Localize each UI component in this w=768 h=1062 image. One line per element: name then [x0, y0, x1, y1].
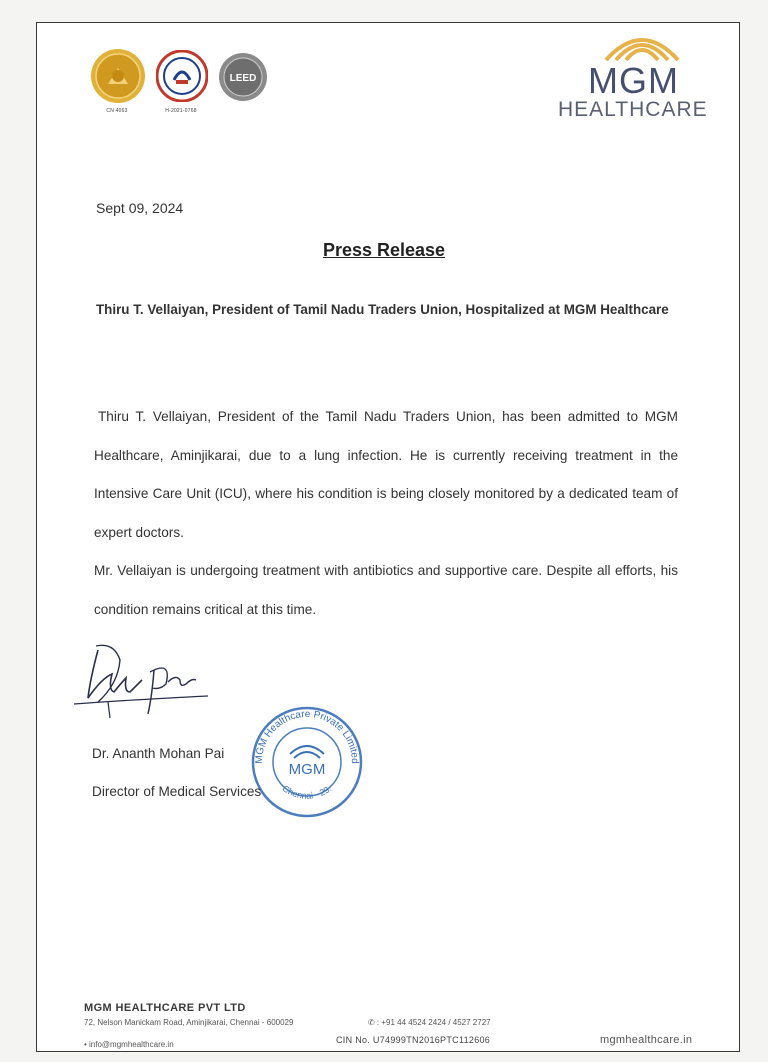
leed-seal-icon: [218, 52, 268, 102]
body-text: [94, 398, 678, 629]
mgm-healthcare-logo: [552, 24, 732, 124]
stamp-bottom-text: Chennai - 29.: [280, 783, 334, 801]
signature-icon: [68, 630, 218, 730]
footer-email-address[interactable]: info@mgmhealthcare.in: [89, 1040, 174, 1049]
svg-text:LEED: LEED: [229, 73, 257, 84]
paragraph-1: Thiru T. Vellaiyan, President of the Tamil Nadu Traders Union, has been admitted to MGM Healthcare, Aminjikarai, due to a lung infection. He is currently receiving treatment in the Intensive Care Unit (ICU), where his condition is being closely monitored by a dedicated team of expert doctors.: [94, 409, 678, 540]
nabh-seal-icon: [156, 50, 208, 102]
jci-seal-icon: [90, 48, 146, 104]
page-title: Press Release: [322, 240, 446, 260]
footer-address: 72, Nelson Manickam Road, Aminjikarai, Chennai - 600029: [84, 1018, 294, 1027]
phone-icon: ✆ :: [368, 1018, 382, 1027]
company-stamp-icon: [244, 700, 370, 820]
accreditation-badges: [52, 48, 282, 128]
logo-wordmark: MGM: [588, 60, 679, 101]
signal-arcs-icon: [594, 24, 690, 64]
signatory-title: Director of Medical Services: [92, 784, 262, 799]
release-date: Sept 09, 2024: [96, 200, 184, 216]
headline: Thiru T. Vellaiyan, President of Tamil Nadu Traders Union, Hospitalized at MGM Healthcare: [96, 302, 669, 317]
jci-caption: CN 4063: [106, 108, 128, 114]
footer-website[interactable]: mgmhealthcare.in: [600, 1034, 693, 1046]
footer-cin: CIN No. U74999TN2016PTC112606: [336, 1035, 491, 1045]
nabh-caption: H-2021-0768: [165, 108, 197, 114]
footer-phone: [368, 1018, 491, 1027]
bullet-icon: •: [84, 1040, 90, 1049]
logo-subtitle: HEALTHCARE: [558, 98, 708, 121]
footer-phone-number: +91 44 4524 2424 / 4527 2727: [381, 1018, 491, 1027]
paragraph-2: Mr. Vellaiyan is undergoing treatment with antibiotics and supportive care. Despite all efforts, his condition remains critical at this time.: [94, 563, 678, 617]
stamp-ring-text: MGM Healthcare Private Limited: [253, 708, 361, 764]
stamp-center-text: MGM: [288, 761, 326, 778]
footer-company: MGM HEALTHCARE PVT LTD: [84, 1002, 246, 1014]
signatory-name: Dr. Ananth Mohan Pai: [92, 746, 225, 761]
footer-email: [84, 1040, 174, 1049]
